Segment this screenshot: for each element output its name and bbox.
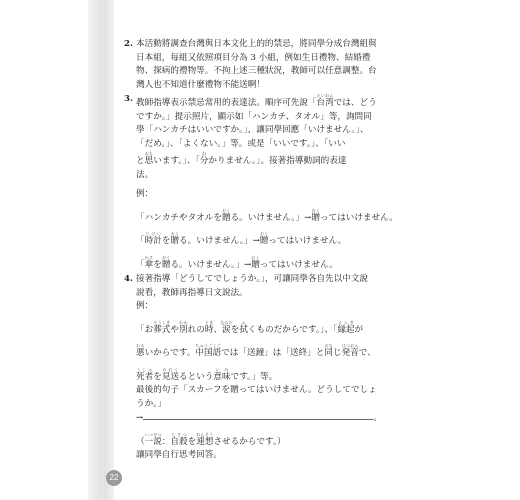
item2-line-3: 物、探病的禮物等。不拘上述三種狀況，教師可以任意調整。台	[136, 66, 377, 76]
item4-line-2: 說看，教師再指導日文說法。	[136, 287, 248, 298]
item4-line-1: 接著指導「どうしてでしょうか。」，可讓同學各自先以中文說	[136, 274, 369, 284]
item-number: 3.	[124, 94, 133, 104]
reason-sentence-line-3: 死者ししゃを見送みおくるという意味いみです。」等。	[136, 366, 278, 382]
list-item-4	[124, 273, 400, 463]
item2-line-4: 灣人也不知道什麼禮物不能送啊！	[136, 79, 265, 90]
item4-last-sentence-line-1: 最後的句子「スカーフを贈ってはいけません。どうしてでしょ	[136, 385, 377, 395]
page-side-band-shadow	[104, 0, 114, 500]
page-content	[124, 38, 400, 464]
item-number: 4.	[124, 274, 133, 284]
list-item-2	[124, 38, 400, 92]
answer-hint: （一説いっせつ：自殺じさつを連想れんそうさせるからです。）	[136, 431, 286, 447]
list-item-3	[124, 93, 400, 272]
item2-line-1: 本活動將調查台灣與日本文化上的的禁忌，將同學分成台灣組與	[136, 39, 377, 49]
item-number: 2.	[124, 39, 133, 49]
item4-last-sentence-line-2: うか。」	[136, 398, 167, 409]
answer-blank	[143, 411, 373, 420]
final-instruction: 讓同學自行思考回答。	[136, 450, 222, 460]
answer-blank-line: → 。	[136, 413, 382, 423]
item3-line-5: と思おもいます。」、「分わかりません。」。接著指導動詞的表達	[136, 151, 347, 166]
item3-line-1: 教師指導表示禁忌常用的表達法。順序可先說「台湾たいわんでは、どう	[136, 93, 377, 108]
item3-line-6: 法。	[136, 169, 154, 180]
example-sentence-1: 「ハンカチやタオルを贈おくる。いけません。」→贈おくってはいけません。	[136, 207, 398, 223]
item3-line-4: 「だめ。」、「よくない。」等。或是「いいです。」、「いい	[136, 138, 346, 149]
reason-sentence-line-2: 悪わるいからです。中国語ちゅうごくごでは「送鐘」は「送終」と同おなじ発音はつおんで、	[136, 343, 376, 358]
example-label: 例：	[136, 189, 154, 199]
example-sentence-3: 「傘かさを贈おくる。いけません。」→贈おくってはいけません。	[136, 254, 338, 270]
item2-line-2: 日本組，每組又依照項目分為 3 小組，例如生日禮物、結婚禮	[136, 52, 371, 63]
page-number-badge: 22	[106, 470, 122, 486]
example-sentence-2: 「時計とけいを贈おくる。いけません。」→贈おくってはいけません。	[136, 231, 347, 246]
item3-line-2: ですか。」提示照片，顯示如「ハンカチ、タオル」等，詢問同	[136, 111, 372, 122]
reason-sentence-line-1: 「お葬式そうしきや別わかれの時とき、涙なみだを拭ふくものだからです。」、「縁起えんぎが	[136, 319, 364, 335]
example-label: 例：	[136, 301, 154, 311]
item3-line-3: 學「ハンカチはいいですか。」，讓同學回應「いけません。」、	[136, 125, 369, 135]
